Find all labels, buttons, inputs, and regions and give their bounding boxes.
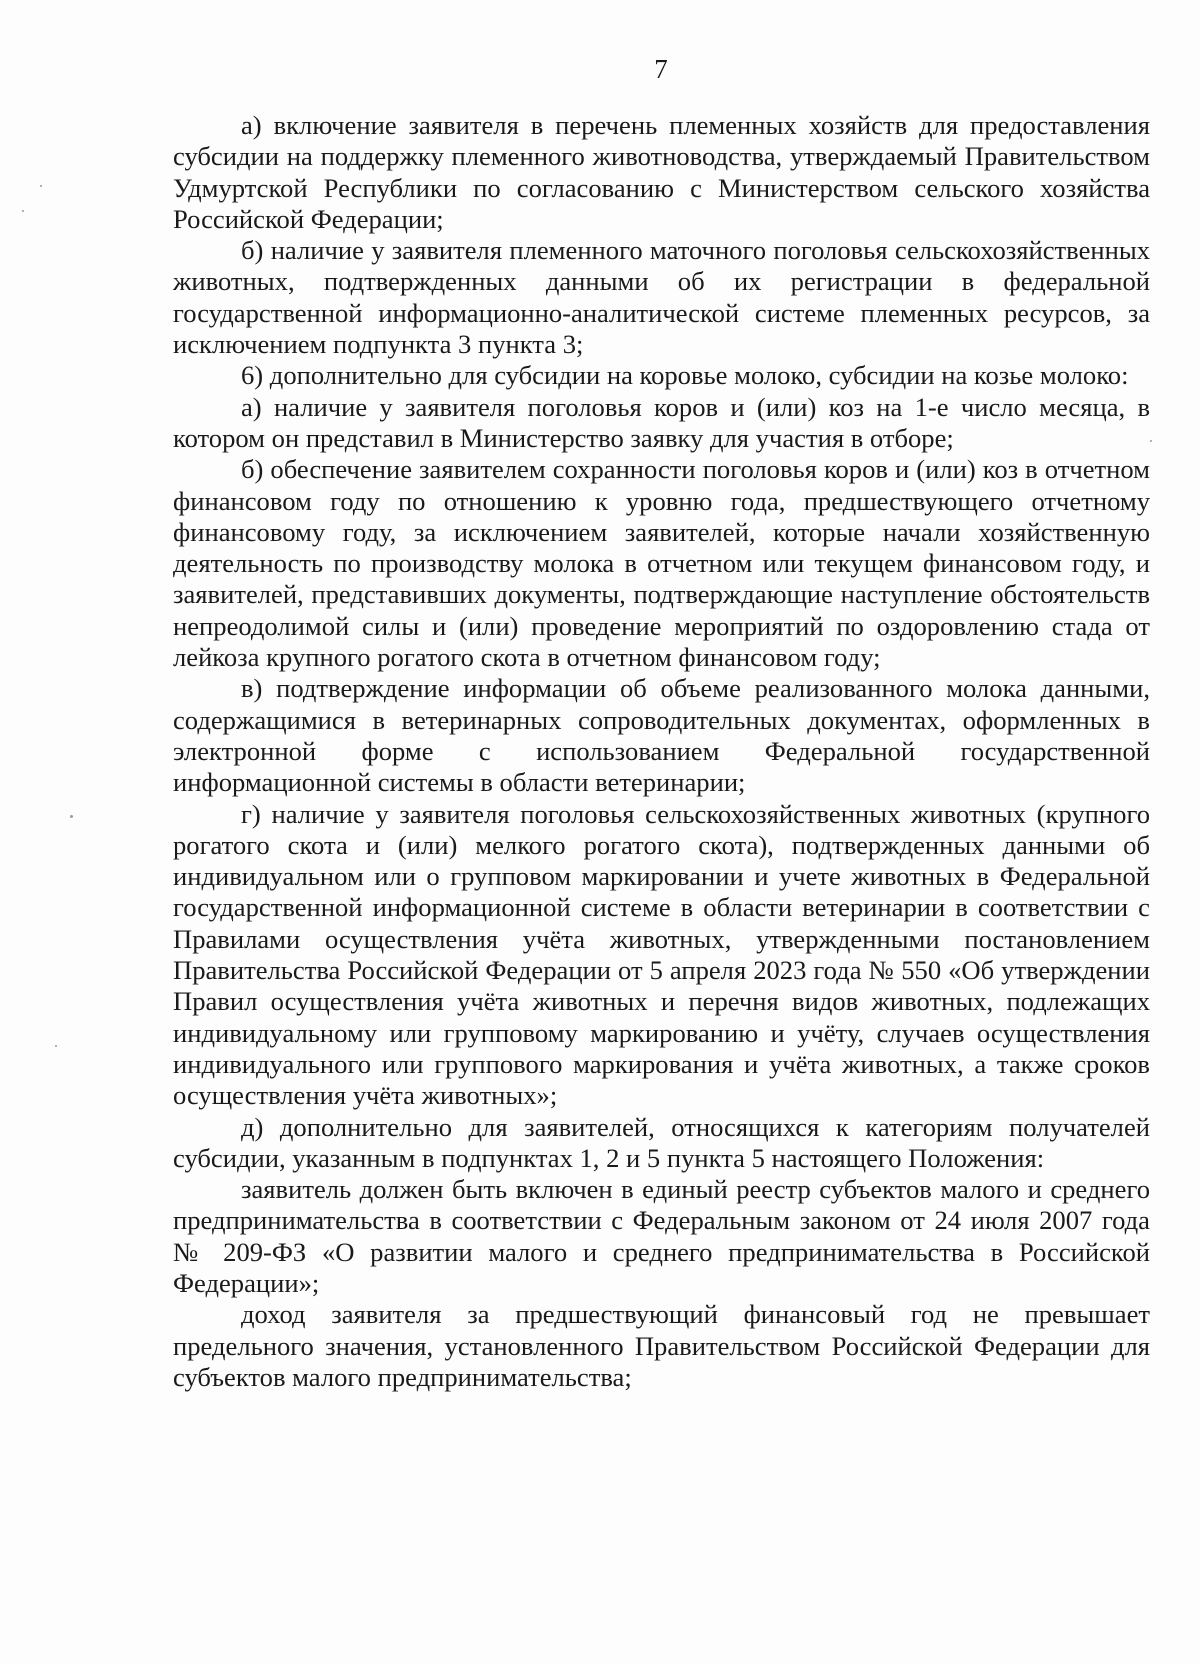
paragraph-a-breeding-farms: а) включение заявителя в перечень племенных хозяйств для предоставления субсидии на поддержку племенного животноводства, утверждаемый Правительством Удмуртской Республики по согласованию с Министерством сельского хозяйства Российской Федерации; xyxy=(173,110,1150,234)
scan-speck xyxy=(1150,440,1152,442)
paragraph-b-livestock-preservation: б) обеспечение заявителем сохранности поголовья коров и (или) коз в отчетном финансовом году по отношению к уровню года, предшествующего отчетному финансовому году, за исключением заявителей, которые начали хозяйственную деятельность по производству молока в отчетном или текущем финансовом году, и заявителей, представивших документы, подтверждающие наступление обстоятельств непреодолимой силы и (или) проведение мероприятий по оздоровлению стада от лейкоза крупного рогатого скота в отчетном финансовом году; xyxy=(173,454,1150,673)
scan-speck xyxy=(70,815,73,818)
page-number: 7 xyxy=(654,54,668,84)
paragraph-v-milk-sales-confirmation: в) подтверждение информации об объеме реализованного молока данными, содержащимися в ветеринарных сопроводительных документах, оформленных в электронной форме с использованием Федеральной государственной информационной системы в области ветеринарии; xyxy=(173,673,1150,798)
scan-speck xyxy=(55,1045,57,1047)
paragraph-6-milk-subsidy: 6) дополнительно для субсидии на коровье молоко, субсидии на козье молоко: xyxy=(241,360,1129,391)
paragraph-g-animal-marking: г) наличие у заявителя поголовья сельскохозяйственных животных (крупного рогатого скота и (или) мелкого рогатого скота), подтвержденных данными об индивидуальном или о групповом маркировании и учете животных в Федеральной государственной информационной системе в области ветеринарии в соответствии с Правилами осуществления учёта животных, утвержденными постановлением Правительства Российской Федерации от 5 апреля 2023 года № 550 «Об утверждении Правил осуществления учёта животных и перечня видов животных, подлежащих индивидуальному или групповому маркированию и учёту, случаев осуществления индивидуального или группового маркирования и учёта животных, а также сроков осуществления учёта животных»; xyxy=(173,798,1150,1111)
scan-speck xyxy=(22,210,24,212)
paragraph-d-applicant-categories: д) дополнительно для заявителей, относящихся к категориям получателей субсидии, указанным в подпунктах 1, 2 и 5 пункта 5 настоящего Положения: xyxy=(173,1111,1150,1173)
paragraph-b-breeding-stock: б) наличие у заявителя племенного маточного поголовья сельскохозяйственных животных, подтвержденных данными об их регистрации в федеральной государственной информационно-аналитической системе племенных ресурсов, за исключением подпункта 3 пункта 3; xyxy=(173,235,1150,360)
paragraph-a-livestock-count: а) наличие у заявителя поголовья коров и (или) коз на 1-е число месяца, в котором он представил в Министерство заявку для участия в отборе; xyxy=(173,391,1150,453)
paragraph-sme-registry: заявитель должен быть включен в единый реестр субъектов малого и среднего предпринимательства в соответствии с Федеральным законом от 24 июля 2007 года № 209-ФЗ «О развитии малого и среднего предпринимательства в Российской Федерации»; xyxy=(173,1174,1150,1298)
scan-speck xyxy=(40,185,42,187)
document-body xyxy=(173,110,1150,1393)
paragraph-income-limit: доход заявителя за предшествующий финансовый год не превышает предельного значения, установленного Правительством Российской Федерации для субъектов малого предпринимательства; xyxy=(173,1299,1150,1392)
